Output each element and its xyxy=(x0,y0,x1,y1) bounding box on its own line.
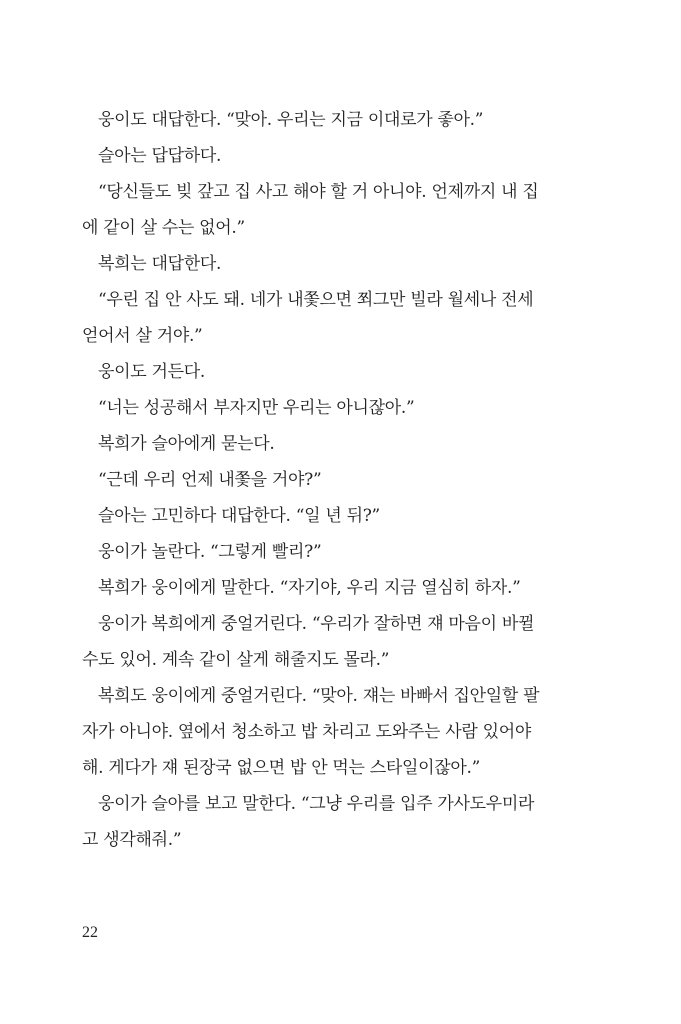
text-line: 해. 게다가 쟤 된장국 없으면 밥 안 먹는 스타일이잖아.” xyxy=(82,758,480,778)
text-line: “당신들도 빚 갚고 집 사고 해야 할 거 아니야. 언제까지 내 집 xyxy=(98,182,539,202)
body-text xyxy=(82,102,602,858)
text-line: “너는 성공해서 부자지만 우리는 아니잖아.” xyxy=(98,398,415,418)
text-line: 슬아는 답답하다. xyxy=(98,146,222,166)
text-line: 복희가 웅이에게 말한다. “자기야, 우리 지금 열심히 하자.” xyxy=(98,578,521,598)
text-line: 웅이가 놀란다. “그렇게 빨리?” xyxy=(98,542,322,562)
text-line: “근데 우리 언제 내쫓을 거야?” xyxy=(98,470,322,490)
text-line: 웅이도 거든다. xyxy=(98,362,205,382)
text-line: 웅이도 대답한다. “맞아. 우리는 지금 이대로가 좋아.” xyxy=(98,110,484,130)
text-line: “우린 집 안 사도 돼. 네가 내쫓으면 쬐그만 빌라 월세나 전세 xyxy=(98,290,534,310)
text-line: 슬아는 고민하다 대답한다. “일 년 뒤?” xyxy=(98,506,380,526)
text-line: 자가 아니야. 옆에서 청소하고 밥 차리고 도와주는 사람 있어야 xyxy=(82,722,531,742)
text-line: 복희는 대답한다. xyxy=(98,254,222,274)
text-line: 복희도 웅이에게 중얼거린다. “맞아. 쟤는 바빠서 집안일할 팔 xyxy=(98,686,540,706)
text-line: 에 같이 살 수는 없어.” xyxy=(82,218,245,238)
text-line: 수도 있어. 계속 같이 살게 해줄지도 몰라.” xyxy=(82,650,390,670)
text-line: 웅이가 복희에게 중얼거린다. “우리가 잘하면 쟤 마음이 바뀔 xyxy=(98,614,535,634)
page-number: 22 xyxy=(82,924,98,941)
text-line: 웅이가 슬아를 보고 말한다. “그냥 우리를 입주 가사도우미라 xyxy=(98,794,535,814)
text-line: 고 생각해줘.” xyxy=(82,830,182,850)
text-line: 얻어서 살 거야.” xyxy=(82,326,203,346)
text-line: 복희가 슬아에게 묻는다. xyxy=(98,434,275,454)
